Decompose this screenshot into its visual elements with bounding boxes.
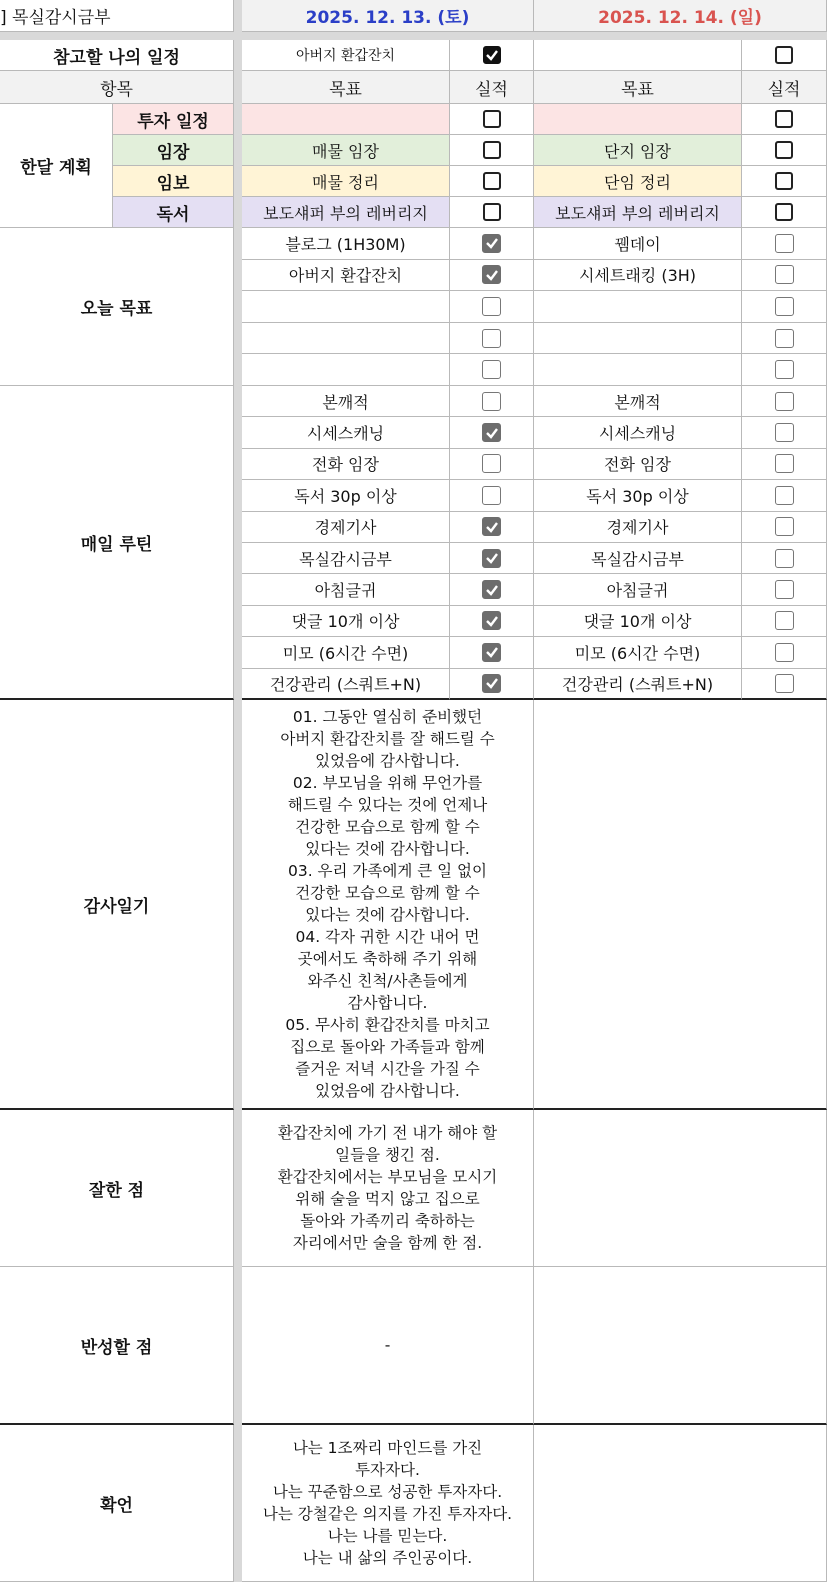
text-line: 있다는 것에 감사합니다. [305, 840, 470, 858]
today-goal-label: 오늘 목표 [0, 228, 234, 386]
routine-result-day2-cell [742, 449, 827, 480]
text-line: 04. 각자 귀한 시간 내어 먼 [295, 928, 480, 946]
text-line: 아버지 환갑잔치를 잘 해드릴 수 [280, 730, 495, 748]
text-line: 있었음에 감사합니다. [315, 752, 460, 770]
routine-result-day2-checkbox[interactable] [775, 674, 794, 693]
text-lines [280, 706, 494, 1102]
reference-day2-text [534, 40, 742, 71]
routine-goal-day1[interactable]: 건강관리 (스쿼트+N) [242, 669, 450, 700]
column-gutter [234, 0, 242, 1582]
monthly-plan-label: 한달 계획 [0, 104, 113, 228]
row-gutter [0, 32, 827, 40]
today-goal-day1[interactable] [242, 291, 450, 323]
routine-result-day2-checkbox[interactable] [775, 580, 794, 599]
reference-day2-checkbox-cell [742, 40, 827, 71]
routine-result-day1-checkbox[interactable] [482, 611, 501, 630]
routine-result-day1-cell [450, 543, 534, 574]
text-line: 02. 부모님을 위해 무언가를 [292, 774, 483, 792]
monthly-goal-day2[interactable] [534, 104, 742, 135]
today-result-day1-cell [450, 354, 534, 386]
today-result-day1-checkbox[interactable] [482, 329, 501, 348]
today-result-day1-checkbox[interactable] [482, 297, 501, 316]
routine-result-day2-cell [742, 386, 827, 417]
text-line: 건강한 모습으로 함께 할 수 [295, 818, 480, 836]
routine-result-day1-checkbox[interactable] [482, 454, 501, 473]
routine-result-day1-checkbox[interactable] [482, 674, 501, 693]
monthly-result-day2-checkbox[interactable] [775, 203, 793, 221]
text-line: 05. 무사히 환갑잔치를 마치고 [285, 1016, 490, 1034]
text-line: 있다는 것에 감사합니다. [305, 906, 470, 924]
routine-result-day2-checkbox[interactable] [775, 517, 794, 536]
text-lines [263, 1437, 512, 1569]
monthly-result-day1-checkbox[interactable] [483, 203, 501, 221]
well-done-day2-text[interactable] [534, 1110, 827, 1267]
date-day2: 2025. 12. 14. (일) [534, 0, 827, 32]
routine-goal-day2[interactable]: 독서 30p 이상 [534, 480, 742, 511]
routine-goal-day2[interactable]: 아침글귀 [534, 574, 742, 605]
routine-goal-day2[interactable]: 미모 (6시간 수면) [534, 637, 742, 668]
monthly-sub-label: 임보 [113, 166, 234, 197]
today-result-day1-cell [450, 260, 534, 292]
routine-result-day1-cell [450, 386, 534, 417]
today-goal-day1[interactable]: 아버지 환갑잔치 [242, 260, 450, 292]
text-line: 곳에서도 축하해 주기 위해 [297, 950, 478, 968]
reference-day2-checkbox[interactable] [775, 46, 793, 64]
reference-label: 참고할 나의 일정 [0, 40, 234, 71]
monthly-result-day2-checkbox[interactable] [775, 172, 793, 190]
today-result-day2-cell [742, 354, 827, 386]
routine-result-day1-cell [450, 417, 534, 448]
date-day1: 2025. 12. 13. (토) [242, 0, 534, 32]
routine-goal-day2[interactable]: 건강관리 (스쿼트+N) [534, 669, 742, 700]
today-result-day2-cell [742, 228, 827, 260]
reference-day1-checkbox[interactable] [483, 46, 501, 64]
monthly-result-day2-cell [742, 166, 827, 197]
today-goal-day2[interactable] [534, 291, 742, 323]
gratitude-day1-text[interactable] [242, 700, 534, 1110]
routine-goal-day1[interactable]: 본깨적 [242, 386, 450, 417]
monthly-result-day2-cell [742, 104, 827, 135]
gratitude-label: 감사일기 [0, 700, 234, 1110]
routine-goal-day1[interactable]: 미모 (6시간 수면) [242, 637, 450, 668]
reference-day1-text: 아버지 환갑잔치 [242, 40, 450, 71]
monthly-result-day2-checkbox[interactable] [775, 110, 793, 128]
routine-result-day2-checkbox[interactable] [775, 611, 794, 630]
affirmation-day2-text[interactable] [534, 1425, 827, 1582]
text-line: 감사합니다. [347, 994, 428, 1012]
monthly-result-day1-cell [450, 197, 534, 228]
today-result-day2-checkbox[interactable] [775, 265, 794, 284]
routine-result-day2-cell [742, 543, 827, 574]
text-line: 위해 술을 먹지 않고 집으로 [295, 1190, 480, 1208]
routine-result-day1-checkbox[interactable] [482, 392, 501, 411]
today-result-day2-checkbox[interactable] [775, 234, 794, 253]
text-line: 나는 나를 믿는다. [327, 1527, 448, 1545]
monthly-goal-day1[interactable] [242, 104, 450, 135]
col-header-goal-day2: 목표 [534, 71, 742, 104]
monthly-result-day2-checkbox[interactable] [775, 141, 793, 159]
text-line: 나는 내 삶의 주인공이다. [302, 1549, 473, 1567]
routine-goal-day2[interactable]: 본깨적 [534, 386, 742, 417]
routine-result-day1-cell [450, 606, 534, 637]
well-done-day1-text[interactable] [242, 1110, 534, 1267]
text-line: 즐거운 저녁 시간을 가질 수 [295, 1060, 480, 1078]
routine-result-day1-cell [450, 480, 534, 511]
text-line: 있었음에 감사합니다. [315, 1082, 460, 1100]
col-header-goal-day1: 목표 [242, 71, 450, 104]
monthly-sub-label: 임장 [113, 135, 234, 166]
today-result-day2-cell [742, 323, 827, 355]
today-goal-day1[interactable] [242, 354, 450, 386]
routine-goal-day2[interactable]: 경제기사 [534, 512, 742, 543]
today-result-day2-checkbox[interactable] [775, 360, 794, 379]
routine-goal-day2[interactable]: 시세스캐닝 [534, 417, 742, 448]
monthly-result-day2-cell [742, 197, 827, 228]
today-result-day2-cell [742, 260, 827, 292]
monthly-result-day1-checkbox[interactable] [483, 110, 501, 128]
today-result-day1-cell [450, 291, 534, 323]
today-result-day1-cell [450, 323, 534, 355]
monthly-goal-day2[interactable]: 단임 정리 [534, 166, 742, 197]
monthly-goal-day1[interactable]: 보도섀퍼 부의 레버리지 [242, 197, 450, 228]
text-line: 돌아와 가족끼리 축하하는 [300, 1212, 475, 1230]
monthly-result-day1-cell [450, 104, 534, 135]
text-line: 자리에서만 술을 함께 한 점. [292, 1234, 483, 1252]
monthly-result-day1-cell [450, 166, 534, 197]
routine-result-day2-cell [742, 512, 827, 543]
monthly-goal-day1[interactable]: 매물 임장 [242, 135, 450, 166]
reflect-label: 반성할 점 [0, 1267, 234, 1425]
text-line: 환갑잔치에 가기 전 내가 해야 할 [277, 1124, 498, 1142]
routine-result-day1-checkbox[interactable] [482, 486, 501, 505]
routine-goal-day1[interactable]: 아침글귀 [242, 574, 450, 605]
routine-result-day2-checkbox[interactable] [775, 643, 794, 662]
text-line: 01. 그동안 열심히 준비했던 [292, 708, 483, 726]
monthly-result-day2-cell [742, 135, 827, 166]
text-line: 해드릴 수 있다는 것에 언제나 [287, 796, 488, 814]
routine-result-day2-cell [742, 480, 827, 511]
col-header-item: 항목 [0, 71, 234, 104]
routine-result-day1-cell [450, 574, 534, 605]
today-result-day1-checkbox[interactable] [482, 234, 501, 253]
routine-result-day1-checkbox[interactable] [482, 517, 501, 536]
monthly-goal-day1[interactable]: 매물 정리 [242, 166, 450, 197]
text-line: 나는 강철같은 의지를 가진 투자자다. [262, 1505, 513, 1523]
today-goal-day2[interactable] [534, 323, 742, 355]
routine-result-day2-checkbox[interactable] [775, 423, 794, 442]
text-line: 건강한 모습으로 함께 할 수 [295, 884, 480, 902]
reflect-day1-text[interactable]: - [242, 1267, 534, 1425]
today-goal-day2[interactable]: 시세트래킹 (3H) [534, 260, 742, 292]
affirmation-label: 확언 [0, 1425, 234, 1582]
monthly-sub-label: 독서 [113, 197, 234, 228]
routine-goal-day1[interactable]: 댓글 10개 이상 [242, 606, 450, 637]
routine-result-day1-checkbox[interactable] [482, 643, 501, 662]
routine-result-day2-cell [742, 669, 827, 700]
today-result-day1-checkbox[interactable] [482, 360, 501, 379]
text-line: 와주신 친척/사촌들에게 [307, 972, 468, 990]
routine-result-day2-cell [742, 637, 827, 668]
today-result-day1-cell [450, 228, 534, 260]
col-header-result-day2: 실적 [742, 71, 827, 104]
text-line: 집으로 돌아와 가족들과 함께 [290, 1038, 485, 1056]
routine-goal-day2[interactable]: 목실감시금부 [534, 543, 742, 574]
routine-goal-day1[interactable]: 전화 임장 [242, 449, 450, 480]
monthly-goal-day2[interactable]: 보도섀퍼 부의 레버리지 [534, 197, 742, 228]
sheet-title: ] 목실감시금부 [0, 0, 234, 32]
text-line: 환갑잔치에서는 부모님을 모시기 [277, 1168, 498, 1186]
text-line: 03. 우리 가족에게 큰 일 없이 [287, 862, 487, 880]
reflect-day2-text[interactable] [534, 1267, 827, 1425]
text-line: 일들을 챙긴 점. [335, 1146, 440, 1164]
routine-goal-day1[interactable]: 시세스캐닝 [242, 417, 450, 448]
routine-result-day2-checkbox[interactable] [775, 454, 794, 473]
routine-goal-day1[interactable]: 경제기사 [242, 512, 450, 543]
routine-result-day2-cell [742, 606, 827, 637]
today-goal-day2[interactable]: 뀀데이 [534, 228, 742, 260]
today-goal-day1[interactable] [242, 323, 450, 355]
text-lines [278, 1122, 497, 1254]
monthly-sub-label: 투자 일정 [113, 104, 234, 135]
routine-result-day1-checkbox[interactable] [482, 549, 501, 568]
gratitude-day2-text[interactable] [534, 700, 827, 1110]
reference-day1-checkbox-cell [450, 40, 534, 71]
today-goal-day2[interactable] [534, 354, 742, 386]
routine-goal-day1[interactable]: 독서 30p 이상 [242, 480, 450, 511]
routine-result-day1-checkbox[interactable] [482, 580, 501, 599]
routine-result-day1-cell [450, 637, 534, 668]
routine-result-day1-cell [450, 449, 534, 480]
text-line: 투자자다. [355, 1461, 420, 1479]
routine-result-day2-cell [742, 574, 827, 605]
routine-result-day2-checkbox[interactable] [775, 392, 794, 411]
text-line: 나는 꾸준함으로 성공한 투자자다. [272, 1483, 503, 1501]
affirmation-day1-text[interactable] [242, 1425, 534, 1582]
routine-goal-day1[interactable]: 목실감시금부 [242, 543, 450, 574]
routine-result-day2-checkbox[interactable] [775, 549, 794, 568]
daily-routine-label: 매일 루틴 [0, 386, 234, 700]
routine-result-day1-cell [450, 512, 534, 543]
today-result-day2-cell [742, 291, 827, 323]
monthly-result-day1-checkbox[interactable] [483, 172, 501, 190]
today-result-day2-checkbox[interactable] [775, 329, 794, 348]
today-result-day2-checkbox[interactable] [775, 297, 794, 316]
today-result-day1-checkbox[interactable] [482, 265, 501, 284]
routine-goal-day2[interactable]: 댓글 10개 이상 [534, 606, 742, 637]
monthly-result-day1-cell [450, 135, 534, 166]
monthly-goal-day2[interactable]: 단지 임장 [534, 135, 742, 166]
monthly-result-day1-checkbox[interactable] [483, 141, 501, 159]
well-done-label: 잘한 점 [0, 1110, 234, 1267]
routine-result-day1-checkbox[interactable] [482, 423, 501, 442]
routine-result-day1-cell [450, 669, 534, 700]
routine-goal-day2[interactable]: 전화 임장 [534, 449, 742, 480]
today-goal-day1[interactable]: 블로그 (1H30M) [242, 228, 450, 260]
text-line: 나는 1조짜리 마인드를 가진 [292, 1439, 483, 1457]
col-header-result-day1: 실적 [450, 71, 534, 104]
routine-result-day2-cell [742, 417, 827, 448]
routine-result-day2-checkbox[interactable] [775, 486, 794, 505]
